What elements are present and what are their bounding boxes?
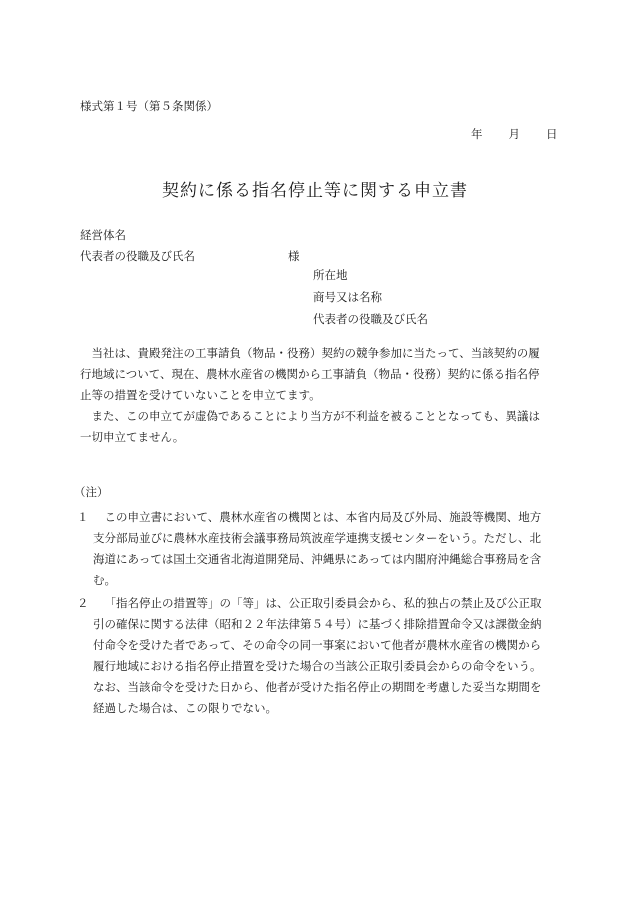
- declaration-body: [80, 343, 554, 448]
- note-item-1-line: 海道にあっては国土交通省北海道開発局、沖縄県にあっては内閣府沖縄総合事務局を含: [93, 552, 542, 566]
- note-item-1-line: 支分部局並びに農林水産技術会議事務局筑波産学連携支援センターをいう。ただし、北: [93, 531, 542, 545]
- note-item-2-line: 履行地域における指名停止措置を受けた場合の当該公正取引委員会からの命令をいう。: [93, 659, 542, 673]
- body-line: 一切申立てません。: [80, 430, 185, 444]
- note-item-2-line: なお、当該命令を受けた日から、他者が受けた指名停止の期間を考慮した妥当な期間を: [93, 680, 542, 694]
- document-title: 契約に係る指名停止等に関する申立書: [162, 181, 468, 201]
- notes-section: [74, 482, 554, 719]
- addressee-block: [80, 225, 300, 267]
- date-year-label: 年: [471, 127, 483, 141]
- addressee-organization: 経営体名: [80, 228, 126, 242]
- date-day-label: 日: [546, 127, 558, 141]
- note-item-2-line: 付命令を受けた者であって、その命令の同一事案において他者が農林水産省の機関から: [93, 638, 542, 652]
- date-line: [471, 124, 558, 144]
- note-item-2-line: 経過した場合は、この限りでない。: [93, 701, 277, 715]
- note-item-1-line: む。: [93, 573, 116, 587]
- applicant-trade-name-label: 商号又は名称: [313, 290, 382, 304]
- addressee-representative: 代表者の役職及び氏名: [80, 249, 195, 263]
- notes-heading: （注）: [74, 485, 109, 499]
- note-item-2-line: 引の確保に関する法律（昭和２２年法律第５４号）に基づく排除措置命令又は課徴金納: [93, 617, 542, 631]
- note-item-2-line: ２ 「指名停止の措置等」の「等」は、公正取引委員会から、私的独占の禁止及び公正取: [77, 596, 542, 610]
- body-line: また、この申立てが虚偽であることにより当方が不利益を被ることとなっても、異議は: [80, 409, 540, 423]
- body-line: 行地域について、現在、農林水産省の機関から工事請負（物品・役務）契約に係る指名停: [80, 367, 540, 381]
- note-item-1-line: １ この申立書において、農林水産省の機関とは、本省内局及び外局、施設等機関、地方: [77, 510, 542, 524]
- applicant-block: [313, 265, 428, 331]
- applicant-address-label: 所在地: [313, 268, 348, 282]
- body-line: 止等の措置を受けていないことを申立てます。: [80, 388, 321, 402]
- form-number: 様式第１号（第５条関係）: [80, 99, 218, 113]
- date-month-label: 月: [508, 127, 520, 141]
- note-number: １: [77, 510, 89, 524]
- addressee-honorific: 様: [288, 249, 300, 263]
- body-line: 当社は、貴殿発注の工事請負（物品・役務）契約の競争参加に当たって、当該契約の履: [80, 346, 540, 360]
- applicant-representative-label: 代表者の役職及び氏名: [313, 312, 428, 326]
- note-number: ２: [77, 596, 89, 610]
